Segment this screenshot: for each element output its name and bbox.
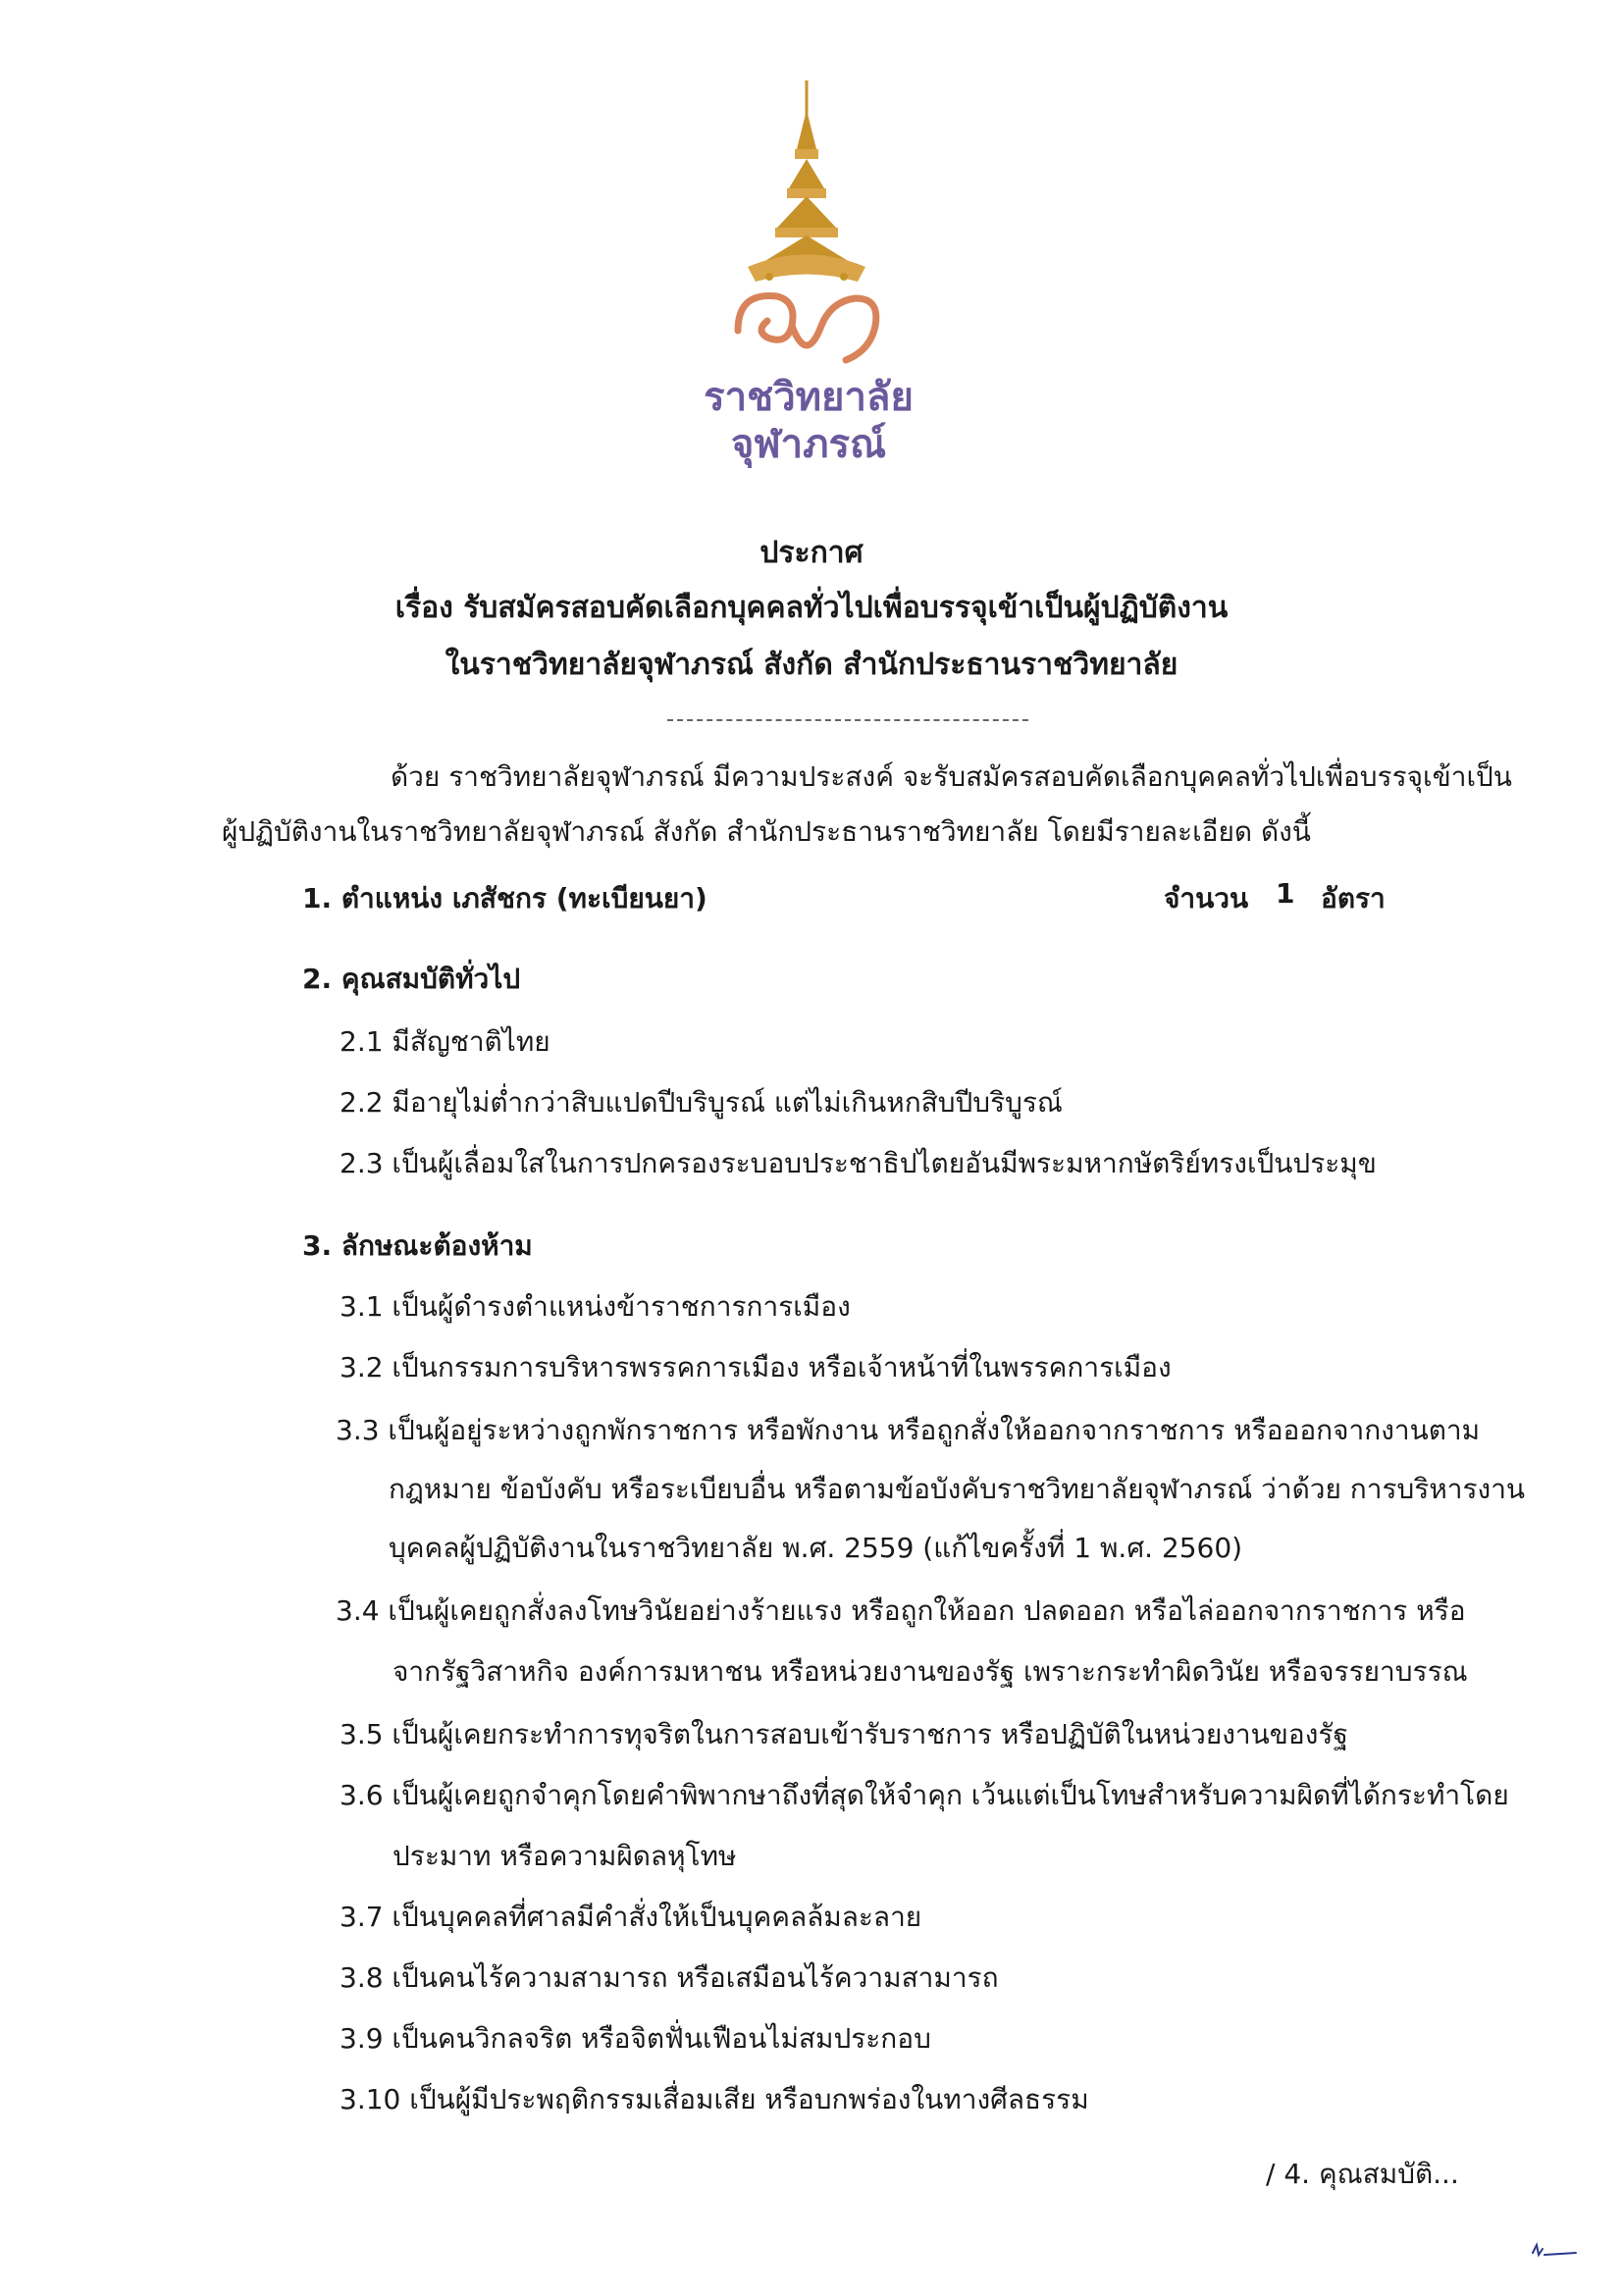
list-item: 2.3 เป็นผู้เลื่อมใสในการปกครองระบอบประชาธิปไตยอันมีพระมหากษัตริย์ทรงเป็นประมุข	[340, 1147, 1377, 1179]
announcement-heading: ประกาศ	[759, 536, 864, 570]
position-heading: 1. ตำแหน่ง เภสัชกร (ทะเบียนยา)	[302, 882, 707, 914]
list-item: 3.2 เป็นกรรมการบริหารพรรคการเมือง หรือเจ้าหน้าที่ในพรรคการเมือง	[340, 1351, 1172, 1383]
position-count-unit: อัตรา	[1321, 882, 1386, 914]
list-item: 3.8 เป็นคนไร้ความสามารถ หรือเสมือนไร้ความสามารถ	[340, 1961, 999, 1994]
position-count-value: 1	[1276, 877, 1295, 910]
list-item-continuation: กฎหมาย ข้อบังคับ หรือระเบียบอื่น หรือตามข้อบังคับราชวิทยาลัยจุฬาภรณ์ ว่าด้วย การบริหารงาน	[389, 1473, 1526, 1505]
list-item: 3.1 เป็นผู้ดำรงตำแหน่งข้าราชการการเมือง	[340, 1290, 851, 1323]
list-item: 3.3 เป็นผู้อยู่ระหว่างถูกพักราชการ หรือพักงาน หรือถูกสั่งให้ออกจากราชการ หรือออกจากงานตาม	[336, 1414, 1481, 1446]
org-name-line2: จุฬาภรณ์	[730, 422, 887, 467]
list-item: 3.10 เป็นผู้มีประพฤติกรรมเสื่อมเสีย หรือบกพร่องในทางศีลธรรม	[340, 2083, 1089, 2115]
list-item: 3.4 เป็นผู้เคยถูกสั่งลงโทษวินัยอย่างร้ายแรง หรือถูกให้ออก ปลดออก หรือไล่ออกจากราชการ หรือ	[336, 1594, 1466, 1627]
list-item: 3.9 เป็นคนวิกลจริต หรือจิตฟั่นเฟือนไม่สมประกอบ	[340, 2022, 931, 2055]
announcement-subject-line2: ในราชวิทยาลัยจุฬาภรณ์ สังกัด สำนักประธานราชวิทยาลัย	[445, 648, 1178, 682]
page-continuation: / 4. คุณสมบัติ...	[1266, 2158, 1459, 2190]
list-item: 2.2 มีอายุไม่ต่ำกว่าสิบแปดปีบริบูรณ์ แต่ไม่เกินหกสิบปีบริบูรณ์	[340, 1086, 1063, 1119]
announcement-subject-line1: เรื่อง รับสมัครสอบคัดเลือกบุคคลทั่วไปเพื่อบรรจุเข้าเป็นผู้ปฏิบัติงาน	[394, 591, 1229, 625]
section-general-qualifications-heading: 2. คุณสมบัติทั่วไป	[302, 963, 521, 995]
intro-line2: ผู้ปฏิบัติงานในราชวิทยาลัยจุฬาภรณ์ สังกัด สำนักประธานราชวิทยาลัย โดยมีรายละเอียด ดังนี้	[222, 815, 1311, 848]
position-count-label: จำนวน	[1164, 882, 1249, 914]
org-name-line1: ราชวิทยาลัย	[704, 375, 914, 420]
title-divider	[667, 719, 1028, 721]
list-item: 3.7 เป็นบุคคลที่ศาลมีคำสั่งให้เป็นบุคคลล้มละลาย	[340, 1901, 922, 1933]
intro-line1: ด้วย ราชวิทยาลัยจุฬาภรณ์ มีความประสงค์ จะรับสมัครสอบคัดเลือกบุคคลทั่วไปเพื่อบรรจุเข้าเป็น	[391, 760, 1512, 793]
list-item: 3.5 เป็นผู้เคยกระทำการทุจริตในการสอบเข้ารับราชการ หรือปฏิบัติในหน่วยงานของรัฐ	[340, 1718, 1348, 1750]
list-item-continuation: บุคคลผู้ปฏิบัติงานในราชวิทยาลัย พ.ศ. 2559 (แก้ไขครั้งที่ 1 พ.ศ. 2560)	[389, 1532, 1243, 1564]
initials-mark-icon	[1531, 2241, 1580, 2265]
list-item: 2.1 มีสัญชาติไทย	[340, 1025, 550, 1058]
list-item-continuation: ประมาท หรือความผิดลหุโทษ	[393, 1840, 737, 1872]
list-item: 3.6 เป็นผู้เคยถูกจำคุกโดยคำพิพากษาถึงที่สุดให้จำคุก เว้นแต่เป็นโทษสำหรับความผิดที่ได้กระทำโดย	[340, 1779, 1509, 1811]
section-prohibited-characteristics-heading: 3. ลักษณะต้องห้าม	[302, 1229, 533, 1262]
list-item-continuation: จากรัฐวิสาหกิจ องค์การมหาชน หรือหน่วยงานของรัฐ เพราะกระทำผิดวินัย หรือจรรยาบรรณ	[393, 1655, 1468, 1688]
